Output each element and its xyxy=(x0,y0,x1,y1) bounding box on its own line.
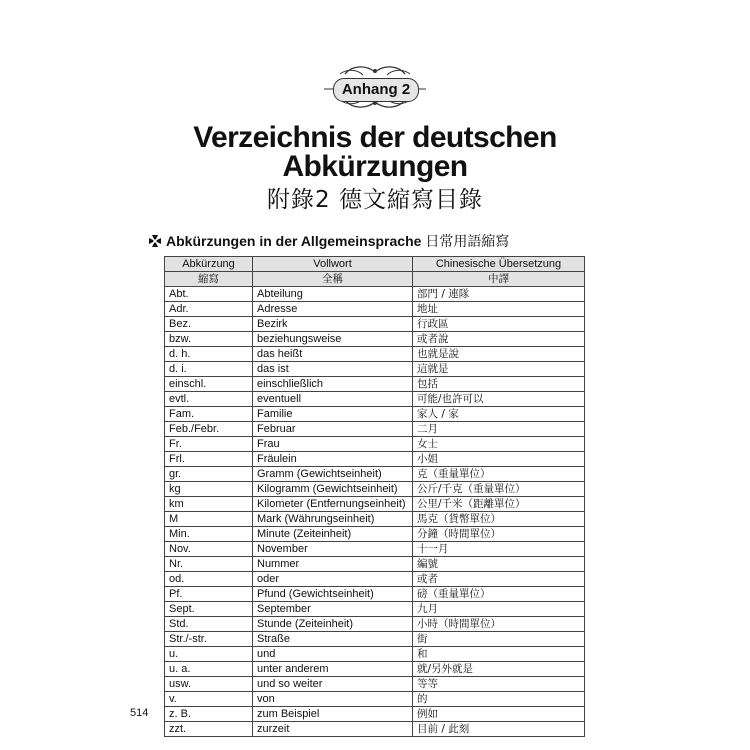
abbreviation-cell: Pf. xyxy=(165,587,253,602)
full-word-cell: Adresse xyxy=(253,302,413,317)
column-header-abbreviation: Abkürzung xyxy=(165,257,253,272)
abbreviation-cell: Sept. xyxy=(165,602,253,617)
abbreviation-cell: evtl. xyxy=(165,392,253,407)
translation-cell: 小時（時間單位） xyxy=(413,617,585,632)
table-row xyxy=(165,572,585,587)
page-title-line-2: Abkürzungen xyxy=(282,150,468,183)
section-heading xyxy=(148,232,509,251)
table-row xyxy=(165,542,585,557)
table-row xyxy=(165,707,585,722)
full-word-cell: Bezirk xyxy=(253,317,413,332)
translation-cell: 九月 xyxy=(413,602,585,617)
full-word-cell: unter anderem xyxy=(253,662,413,677)
translation-cell: 或者 xyxy=(413,572,585,587)
table-row xyxy=(165,617,585,632)
full-word-cell: Februar xyxy=(253,422,413,437)
table-row xyxy=(165,467,585,482)
full-word-cell: Kilometer (Entfernungseinheit) xyxy=(253,497,413,512)
abbreviation-cell: v. xyxy=(165,692,253,707)
table-row xyxy=(165,662,585,677)
abbreviation-cell: Abt. xyxy=(165,287,253,302)
abbreviation-cell: d. h. xyxy=(165,347,253,362)
translation-cell: 編號 xyxy=(413,557,585,572)
abbreviation-cell: u. a. xyxy=(165,662,253,677)
table-row xyxy=(165,482,585,497)
translation-cell: 就/另外就是 xyxy=(413,662,585,677)
translation-cell: 克（重量單位） xyxy=(413,467,585,482)
chapter-badge: Anhang 2 xyxy=(333,78,419,102)
full-word-cell: beziehungsweise xyxy=(253,332,413,347)
translation-cell: 的 xyxy=(413,692,585,707)
full-word-cell: Nummer xyxy=(253,557,413,572)
full-word-cell: September xyxy=(253,602,413,617)
abbreviation-cell: usw. xyxy=(165,677,253,692)
translation-cell: 目前 / 此刻 xyxy=(413,722,585,737)
full-word-cell: Gramm (Gewichtseinheit) xyxy=(253,467,413,482)
full-word-cell: Frau xyxy=(253,437,413,452)
full-word-cell: und so weiter xyxy=(253,677,413,692)
abbreviation-cell: Nr. xyxy=(165,557,253,572)
abbreviation-cell: d. i. xyxy=(165,362,253,377)
translation-cell: 女士 xyxy=(413,437,585,452)
table-row xyxy=(165,692,585,707)
full-word-cell: von xyxy=(253,692,413,707)
abbreviation-cell: gr. xyxy=(165,467,253,482)
abbreviation-cell: kg xyxy=(165,482,253,497)
translation-cell: 公斤/千克（重量單位） xyxy=(413,482,585,497)
abbreviation-cell: u. xyxy=(165,647,253,662)
table-row xyxy=(165,677,585,692)
translation-cell: 家人 / 家 xyxy=(413,407,585,422)
abbreviation-cell: M xyxy=(165,512,253,527)
table-row xyxy=(165,512,585,527)
full-word-cell: zurzeit xyxy=(253,722,413,737)
abbreviation-cell: Fam. xyxy=(165,407,253,422)
table-row xyxy=(165,317,585,332)
table-row xyxy=(165,497,585,512)
chapter-badge-area xyxy=(0,62,750,112)
table-row xyxy=(165,407,585,422)
translation-cell: 行政區 xyxy=(413,317,585,332)
abbreviation-table xyxy=(164,256,585,737)
translation-cell: 可能/也許可以 xyxy=(413,392,585,407)
table-row xyxy=(165,332,585,347)
table-row xyxy=(165,287,585,302)
abbreviation-cell: z. B. xyxy=(165,707,253,722)
page-title-chinese: 附錄2 德文縮寫目錄 xyxy=(267,187,483,213)
table-row xyxy=(165,722,585,737)
translation-cell: 也就是說 xyxy=(413,347,585,362)
table-row xyxy=(165,377,585,392)
full-word-cell: Fräulein xyxy=(253,452,413,467)
table-row xyxy=(165,647,585,662)
translation-cell: 馬克（貨幣單位） xyxy=(413,512,585,527)
full-word-cell: zum Beispiel xyxy=(253,707,413,722)
table-row xyxy=(165,302,585,317)
section-heading-text: Abkürzungen in der Allgemeinsprache xyxy=(166,233,422,249)
abbreviation-cell: km xyxy=(165,497,253,512)
abbreviation-cell: zzt. xyxy=(165,722,253,737)
full-word-cell: eventuell xyxy=(253,392,413,407)
table-body xyxy=(165,287,585,737)
full-word-cell: Abteilung xyxy=(253,287,413,302)
table-header xyxy=(165,257,585,287)
translation-cell: 公里/千米（距離單位） xyxy=(413,497,585,512)
section-heading-chinese: 日常用語縮寫 xyxy=(425,234,510,250)
table-row xyxy=(165,392,585,407)
full-word-cell: das ist xyxy=(253,362,413,377)
abbreviation-cell: Nov. xyxy=(165,542,253,557)
translation-cell: 二月 xyxy=(413,422,585,437)
table-row xyxy=(165,452,585,467)
full-word-cell: das heißt xyxy=(253,347,413,362)
table-row xyxy=(165,587,585,602)
table-row xyxy=(165,437,585,452)
full-word-cell: Straße xyxy=(253,632,413,647)
full-word-cell: oder xyxy=(253,572,413,587)
column-header-translation-chinese: 中譯 xyxy=(413,272,585,287)
abbreviation-cell: einschl. xyxy=(165,377,253,392)
full-word-cell: einschließlich xyxy=(253,377,413,392)
translation-cell: 包括 xyxy=(413,377,585,392)
column-header-translation: Chinesische Übersetzung xyxy=(413,257,585,272)
table-row xyxy=(165,557,585,572)
abbreviation-cell: Str./-str. xyxy=(165,632,253,647)
abbreviation-cell: Feb./Febr. xyxy=(165,422,253,437)
maltese-cross-icon xyxy=(148,234,162,248)
abbreviation-cell: Adr. xyxy=(165,302,253,317)
translation-cell: 小姐 xyxy=(413,452,585,467)
abbreviation-cell: Std. xyxy=(165,617,253,632)
page-title-line-1: Verzeichnis der deutschen xyxy=(193,121,557,154)
table-row xyxy=(165,632,585,647)
table-row xyxy=(165,527,585,542)
translation-cell: 磅（重量單位） xyxy=(413,587,585,602)
table-row xyxy=(165,362,585,377)
translation-cell: 和 xyxy=(413,647,585,662)
column-header-full-word-chinese: 全稱 xyxy=(253,272,413,287)
abbreviation-cell: bzw. xyxy=(165,332,253,347)
translation-cell: 地址 xyxy=(413,302,585,317)
abbreviation-cell: Bez. xyxy=(165,317,253,332)
full-word-cell: Kilogramm (Gewichtseinheit) xyxy=(253,482,413,497)
full-word-cell: Minute (Zeiteinheit) xyxy=(253,527,413,542)
column-header-full-word: Vollwort xyxy=(253,257,413,272)
translation-cell: 十一月 xyxy=(413,542,585,557)
full-word-cell: Mark (Währungseinheit) xyxy=(253,512,413,527)
full-word-cell: Pfund (Gewichtseinheit) xyxy=(253,587,413,602)
translation-cell: 分鐘（時間單位） xyxy=(413,527,585,542)
translation-cell: 部門 / 連隊 xyxy=(413,287,585,302)
abbreviation-cell: Fr. xyxy=(165,437,253,452)
translation-cell: 例如 xyxy=(413,707,585,722)
full-word-cell: und xyxy=(253,647,413,662)
table-row xyxy=(165,347,585,362)
translation-cell: 這就是 xyxy=(413,362,585,377)
full-word-cell: Stunde (Zeiteinheit) xyxy=(253,617,413,632)
page-number: 514 xyxy=(130,707,149,719)
full-word-cell: November xyxy=(253,542,413,557)
translation-cell: 等等 xyxy=(413,677,585,692)
abbreviation-cell: Frl. xyxy=(165,452,253,467)
table-row xyxy=(165,422,585,437)
full-word-cell: Familie xyxy=(253,407,413,422)
translation-cell: 街 xyxy=(413,632,585,647)
column-header-abbreviation-chinese: 縮寫 xyxy=(165,272,253,287)
abbreviation-cell: od. xyxy=(165,572,253,587)
abbreviation-cell: Min. xyxy=(165,527,253,542)
translation-cell: 或者說 xyxy=(413,332,585,347)
table-row xyxy=(165,602,585,617)
